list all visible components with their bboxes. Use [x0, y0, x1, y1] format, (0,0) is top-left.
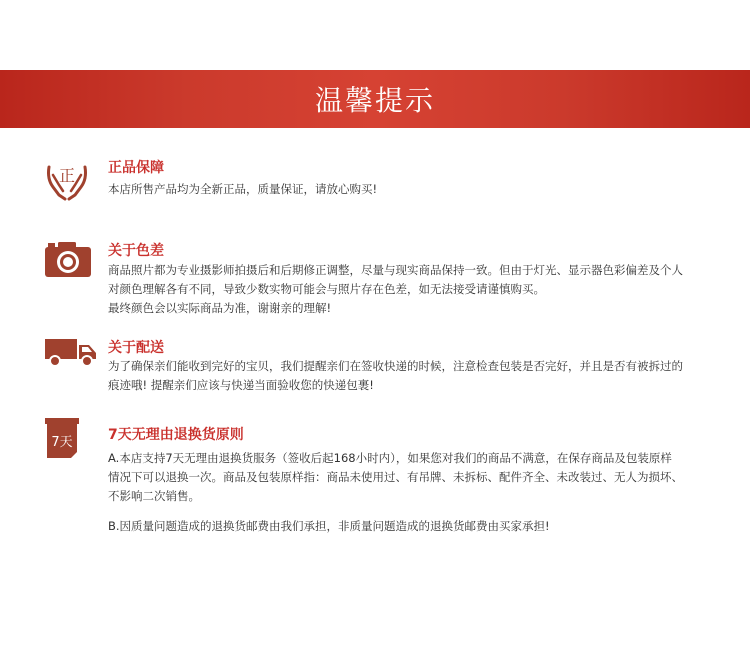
section-heading: 7天无理由退换货原则 — [108, 427, 244, 443]
text-line: 对颜色理解各有不同，导致少数实物可能会与照片存在色差，如无法接受请谨慎购买。 — [108, 282, 545, 296]
text-line: 为了确保亲们能收到完好的宝贝，我们提醒亲们在签收快递的时候，注意检查包装是否完好，并且是否有被拆过的 — [108, 359, 683, 373]
section-heading: 正品保障 — [108, 160, 164, 176]
section-text — [108, 261, 728, 318]
banner-title: 温馨提示 — [314, 84, 435, 117]
section-text-b — [108, 517, 728, 536]
calendar-icon-char: 7天 — [51, 435, 73, 450]
delivery-truck-icon — [45, 337, 97, 367]
section-text — [108, 357, 728, 395]
text-line: 痕迹哦! 提醒亲们应该与快递当面验收您的快递包裹! — [108, 378, 374, 392]
section-text — [108, 180, 728, 199]
calendar-7-days-icon — [45, 418, 79, 460]
text-line: 情况下可以退换一次。商品及包装原样指：商品未使用过、有吊牌、未拆标、配件齐全、未改装过、无人为损坏、 — [108, 470, 683, 484]
text-line: 最终颜色会以实际商品为准，谢谢亲的理解! — [108, 301, 332, 315]
section-text-a — [108, 449, 728, 506]
text-line: 不影响二次销售。 — [108, 489, 200, 503]
text-line: 本店所售产品均为全新正品，质量保证，请放心购买! — [108, 182, 378, 196]
section-heading: 关于色差 — [108, 243, 164, 259]
text-line: B.因质量问题造成的退换货邮费由我们承担，非质量问题造成的退换货邮费由买家承担! — [108, 519, 550, 533]
hands-genuine-icon — [45, 157, 89, 203]
hands-icon-char: 正 — [58, 166, 76, 185]
camera-icon — [45, 240, 91, 278]
text-line: 商品照片都为专业摄影师拍摄后和后期修正调整，尽量与现实商品保持一致。但由于灯光、显示器色彩偏差及个人 — [108, 263, 683, 277]
text-line: A.本店支持7天无理由退换货服务（签收后起168小时内），如果您对我们的商品不满意，在保存商品及包装原样 — [108, 451, 672, 465]
title-banner — [0, 70, 750, 128]
section-heading: 关于配送 — [108, 340, 164, 356]
